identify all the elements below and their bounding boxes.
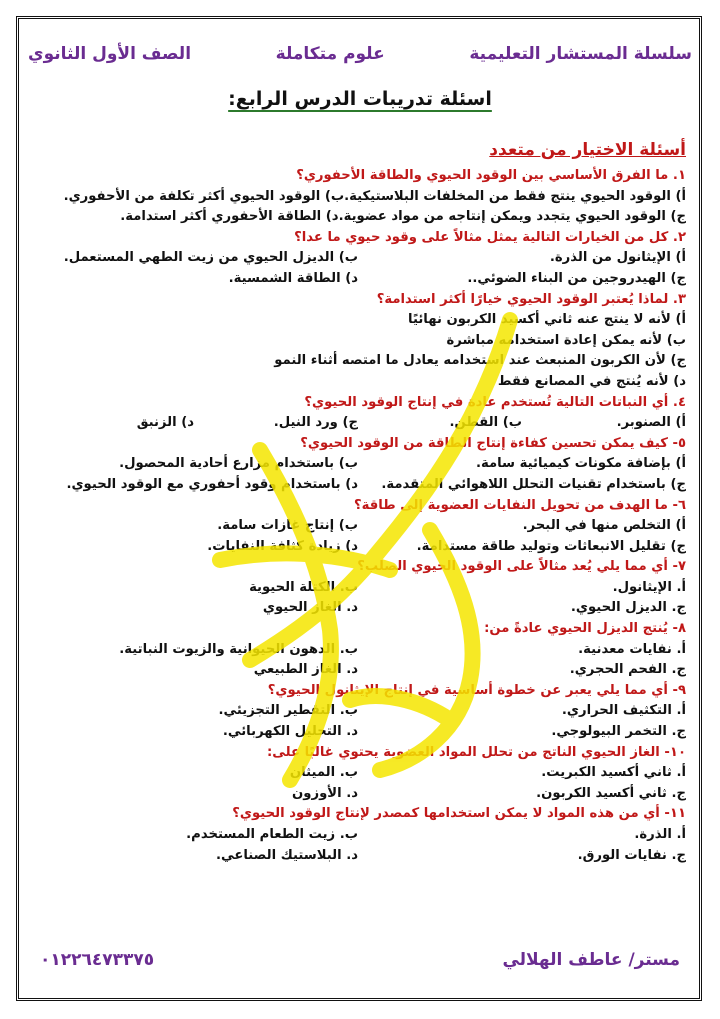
answer-option: د. الأوزون	[292, 785, 358, 801]
answer-option: ب. زيت الطعام المستخدم.	[186, 827, 358, 842]
answer-option: د. الغاز الطبيعي	[253, 662, 358, 678]
answer-option: ج. ثاني أكسيد الكربون.	[536, 785, 686, 801]
answer-option: ب) الديزل الحيوي من زيت الطهي المستعمل.	[63, 250, 358, 266]
answer-option: أ) الإيثانول من الذرة.	[549, 250, 686, 266]
questions-list	[30, 166, 686, 866]
teacher-name: مستر/ عاطف الهلالي	[502, 950, 680, 970]
answer-option: أ) بإضافة مكونات كيميائية سامة.	[475, 456, 686, 472]
options-row	[30, 269, 686, 290]
answer-option: د) لأنه يُنتج في المصانع فقط	[497, 373, 686, 389]
answer-option: أ) الوقود الحيوي ينتج فقط من المخلفات البلاستيكية.	[344, 188, 686, 204]
options-row	[30, 187, 686, 208]
answer-option: ج. الديزل الحيوي.	[570, 600, 686, 616]
answer-option: أ) التخلص منها في البحر.	[522, 518, 686, 534]
answer-option: د. التحليل الكهربائي.	[222, 724, 358, 740]
options-row	[30, 454, 686, 475]
answer-option: ج) ورد النيل.	[273, 415, 358, 431]
answer-option: ب) لأنه يمكن إعادة استخدامه مباشرة	[446, 332, 686, 348]
options-row	[30, 660, 686, 681]
answer-option: ج) باستخدام تقنيات التحلل اللاهوائي المتقدمة.	[381, 476, 686, 492]
question-text: ٦- ما الهدف من تحويل النفايات العضوية إلى طاقة؟	[353, 497, 686, 513]
answer-option: ب. الميثان	[289, 765, 358, 781]
answer-option: د) زيادة كثافة النفايات.	[207, 538, 358, 554]
section-heading: أسئلة الاختيار من متعدد	[489, 140, 686, 160]
answer-option: ب) إنتاج غازات سامة.	[217, 518, 358, 534]
question-text: ٤. أي النباتات التالية تُستخدم عادة في إنتاج الوقود الحيوي؟	[304, 394, 686, 410]
options-row	[30, 640, 686, 661]
question-text: ٩- أي مما يلي يعبر عن خطوة أساسية في إنتاج الإيثانول الحيوي؟	[267, 682, 686, 698]
options-row	[30, 701, 686, 722]
series-name: سلسلة المستشار التعليمية	[469, 44, 692, 64]
answer-option: ب) باستخدام مزارع أحادية المحصول.	[119, 456, 358, 472]
question-text: ١١- أي من هذه المواد لا يمكن استخدامها كمصدر لإنتاج الوقود الحيوي؟	[232, 806, 686, 822]
question-text: ٣. لماذا يُعتبر الوقود الحيوي خيارًا أكثر استدامة؟	[376, 291, 686, 307]
options-row	[30, 207, 686, 228]
options-row	[30, 825, 686, 846]
options-row	[30, 516, 686, 537]
options-row	[30, 846, 686, 867]
answer-option: أ. ثاني أكسيد الكبريت.	[541, 765, 686, 781]
options-row	[30, 248, 686, 269]
answer-option: أ) لأنه لا ينتج عنه ثاني أكسيد الكربون نهائيًا	[408, 312, 686, 328]
question-text: ٨- يُنتج الديزل الحيوي عادةً من:	[484, 621, 686, 637]
options-row	[30, 598, 686, 619]
options-row	[30, 763, 686, 784]
answer-option: ب. الكتلة الحيوية	[249, 579, 358, 595]
answer-option: ب) الوقود الحيوي أكثر تكلفة من الأحفوري.	[63, 188, 345, 204]
answer-option: ب) القطن.	[449, 415, 522, 431]
page-footer	[40, 950, 680, 970]
answer-option: ج) الوقود الحيوي يتجدد ويمكن إنتاجه من مواد عضوية.	[338, 209, 686, 225]
question-text: ٢. كل من الخيارات التالية يمثل مثالاً على وقود حيوي ما عدا؟	[294, 229, 686, 245]
options-row	[30, 578, 686, 599]
answer-option: ج) لأن الكربون المنبعث عند استخدامه يعادل ما امتصه أثناء النمو	[274, 353, 686, 369]
answer-option: أ. الذرة.	[634, 827, 686, 842]
answer-option: د. الغاز الحيوي	[262, 600, 358, 616]
answer-option: أ. الإيثانول.	[612, 579, 686, 595]
answer-option: أ. التكثيف الحراري.	[561, 703, 686, 719]
page-title-text: اسئلة تدريبات الدرس الرابع:	[228, 88, 492, 110]
options-row	[30, 722, 686, 743]
phone-number: ٠١٢٢٦٤٧٣٣٧٥	[40, 950, 155, 970]
answer-option: ج. نفايات الورق.	[577, 847, 686, 863]
options-row	[30, 475, 686, 496]
options-row	[30, 784, 686, 805]
question-text: ٧- أي مما يلي يُعد مثالاً على الوقود الحيوي الصلب؟	[357, 559, 686, 575]
answer-option: أ. نفايات معدنية.	[578, 641, 686, 657]
answer-option: ج) الهيدروجين من البناء الضوئي..	[467, 270, 686, 286]
page-title	[0, 88, 720, 110]
answer-option: ج) تقليل الانبعاثات وتوليد طاقة مستدامة.	[416, 538, 686, 554]
question-text: ١٠- الغاز الحيوي الناتج من تحلل المواد العضوية يحتوي غالبًا على:	[266, 744, 686, 760]
page-header	[28, 34, 692, 74]
answer-option: د) باستخدام وقود أحفوري مع الوقود الحيوي.	[66, 476, 358, 492]
answer-option: ج. التخمر البيولوجي.	[551, 724, 686, 740]
subject-name: علوم متكاملة	[275, 44, 385, 64]
answer-option: د) الطاقة الأحفوري أكثر استدامة.	[120, 209, 339, 225]
question-text: ١. ما الفرق الأساسي بين الوقود الحيوي والطاقة الأحفوري؟	[296, 168, 686, 183]
answer-option: أ) الصنوبر.	[616, 415, 686, 431]
answer-option: ب. التقطير التجزيئي.	[218, 703, 358, 719]
answer-option: د. البلاستيك الصناعي.	[215, 847, 358, 863]
question-text: ٥- كيف يمكن تحسين كفاءة إنتاج الطاقة من الوقود الحيوي؟	[300, 435, 686, 451]
answer-option: ب. الدهون الحيوانية والزيوت النباتية.	[119, 641, 358, 657]
answer-option: د) الزنبق	[136, 415, 194, 431]
options-row	[30, 537, 686, 558]
answer-option: ج. الفحم الحجري.	[569, 662, 686, 678]
options-row	[30, 413, 686, 434]
grade-name: الصف الأول الثانوي	[28, 44, 192, 64]
answer-option: د) الطاقة الشمسية.	[228, 270, 358, 286]
